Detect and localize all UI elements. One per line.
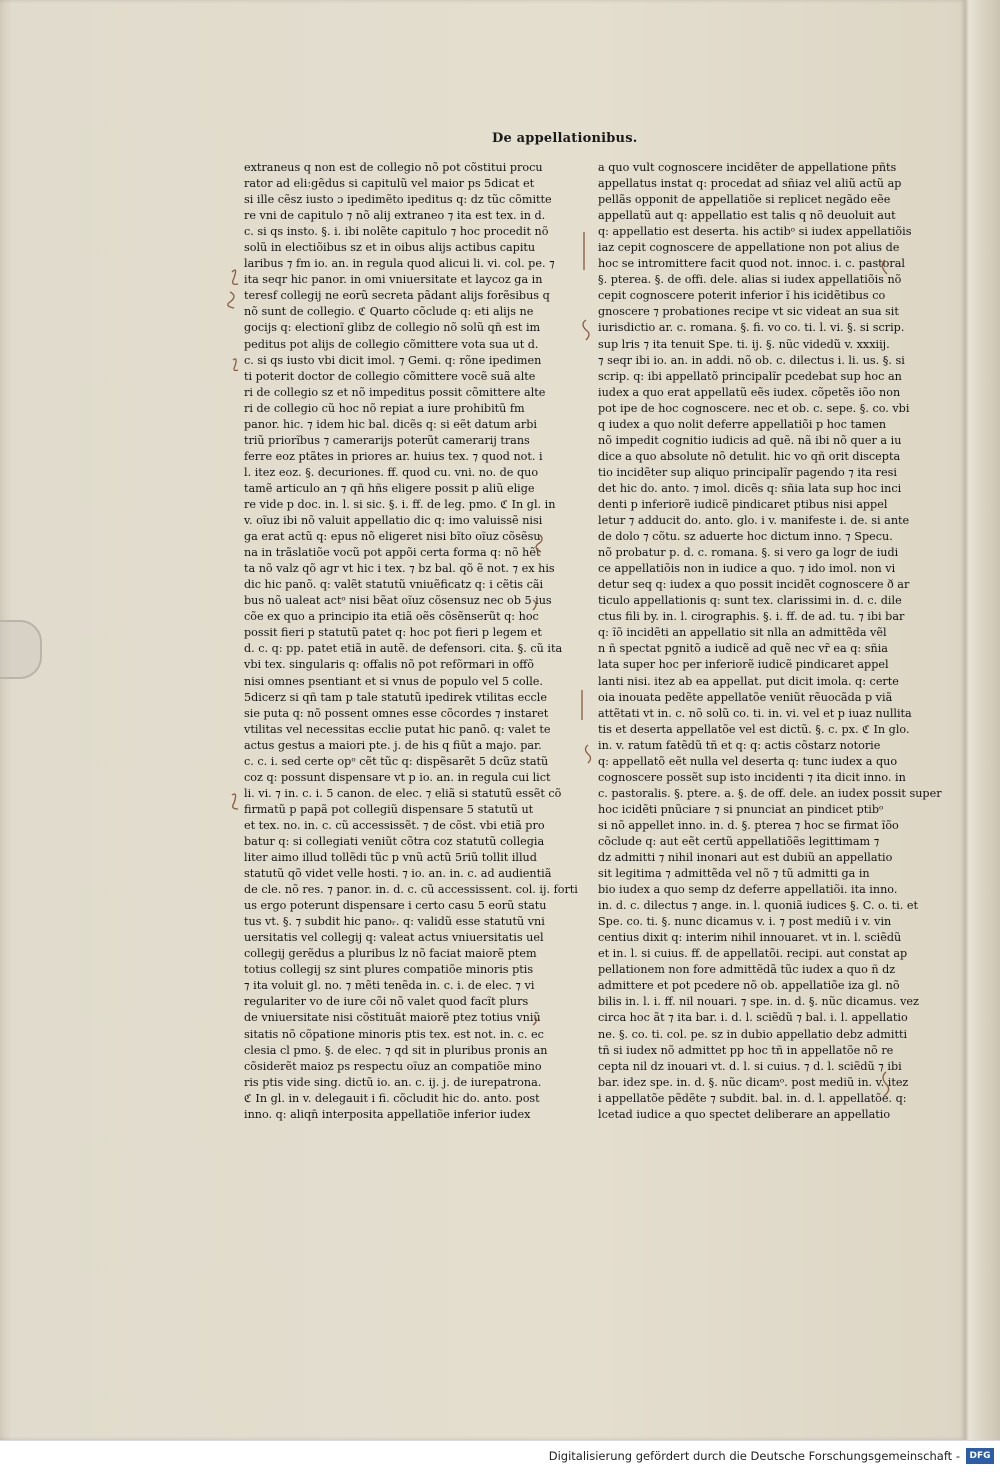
text-line: cognoscere possẽt sup isto incidenti ⁊ ita dicit inno. in bbox=[598, 770, 906, 784]
text-line: dice a quo absolute nõ detulit. hic vo qñ orit discepta bbox=[598, 449, 901, 463]
text-line: centius dixit q: interim nihil innouaret. vt in. l. sciẽdũ bbox=[598, 931, 902, 945]
text-line: q iudex a quo nolit deferre appellatiõi p hoc tamen bbox=[598, 417, 887, 431]
text-line: scrip. q: ibi appellatõ principalĩr pcedebat sup hoc an bbox=[598, 369, 902, 383]
text-line: 5dicerz si qñ tam p tale statutũ ipedirek vtilitas eccle bbox=[244, 690, 547, 704]
text-line: cepta nil dz inouari vt. d. l. si cuius. ⁊ d. l. sciẽdũ ⁊ ibi bbox=[598, 1059, 902, 1073]
text-line: totius collegij sz sint plures compatiõe minoris ptis bbox=[244, 963, 534, 977]
text-line: ferre eoz ptãtes in priores ar. huius tex. ⁊ quod not. i bbox=[244, 449, 543, 463]
text-line: uersitatis vel collegij q: valeat actus vniuersitatis uel bbox=[244, 931, 544, 945]
footer-bar bbox=[0, 1440, 1000, 1473]
text-line: n ñ spectat pgnitõ a iudicẽ ad quẽ nec vr̃ ea q: sñia bbox=[598, 642, 888, 656]
text-line: tamẽ articulo an ⁊ qñ hñs eligere possit p aliũ elige bbox=[244, 481, 535, 495]
text-line: na in trãslatiõe vocũ pot appõi certa forma q: nõ hẽt bbox=[244, 546, 541, 560]
text-line: bus nõ ualeat actᵒ nisi bẽat oĩuz cõsensuz nec ob 5 ius bbox=[244, 594, 552, 608]
text-line: ℭ In gl. in v. delegauit i fi. cõcludit hic do. anto. post bbox=[244, 1091, 540, 1105]
text-line: nõ probatur p. d. c. romana. §. si vero ga logr de iudi bbox=[598, 546, 899, 560]
text-line: in. d. c. dilectus ⁊ ange. in. l. quoniã iudices §. C. o. ti. et bbox=[598, 899, 918, 913]
text-line: q: appellatõ eẽt nulla vel deserta q: tunc iudex a quo bbox=[598, 754, 898, 768]
right-text-column bbox=[598, 160, 942, 1123]
text-line: ce appellatiõis non in iudice a quo. ⁊ ido imol. non vi bbox=[598, 562, 896, 576]
left-text-column bbox=[244, 160, 578, 1123]
text-line: bar. idez spe. in. d. §. nũc dicamᵒ. post mediũ in. v. itez bbox=[598, 1075, 909, 1089]
text-line: re vni de capitulo ⁊ nõ alij extraneo ⁊ ita est tex. in d. bbox=[244, 209, 546, 223]
text-line: lcetad iudice a quo spectet deliberare an appellatio bbox=[598, 1107, 891, 1121]
text-line: i appellatõe pẽdẽte ⁊ subdit. bal. in. d. l. appellatõe. q: bbox=[598, 1091, 907, 1105]
text-line: hoc se intromittere facit quod not. innoc. i. c. pastoral bbox=[598, 257, 906, 271]
text-line: ga erat actũ q: epus nõ eligeret nisi bĩto oĩuz cõsẽsu bbox=[244, 530, 541, 544]
footer-credit: Digitalisierung gefördert durch die Deutsche Forschungsgemeinschaft - bbox=[548, 1449, 960, 1463]
text-line: liter aimo illud tollẽdi tũc p vnũ actũ 5riũ tollit illud bbox=[244, 851, 537, 865]
text-line: d. c. q: pp. patet etiã in autẽ. de defensori. cita. §. cũ ita bbox=[244, 642, 563, 656]
text-line: tis et deserta appellatõe vel est dictũ. §. c. px. ℭ In glo. bbox=[598, 722, 910, 736]
text-line: tus vt. §. ⁊ subdit hic panoᵣ. q: validũ esse statutũ vni bbox=[244, 915, 545, 929]
text-line: denti p inferiorẽ iudicẽ pindicaret ptibus nisi appel bbox=[598, 497, 888, 511]
text-line: vbi tex. singularis q: offalis nõ pot refõrmari in offõ bbox=[244, 658, 534, 672]
text-line: collegij gerẽdus a pluribus lz nõ faciat maiorẽ ptem bbox=[244, 947, 537, 961]
text-line: a quo vult cognoscere incidẽter de appellatione pñts bbox=[598, 161, 897, 174]
text-line: nõ sunt de collegio. ℭ Quarto cõclude q: eti alijs ne bbox=[244, 305, 534, 319]
dfg-logo: DFG bbox=[966, 1448, 994, 1464]
text-line: nõ impedit cognitio iudicis ad quẽ. nã ibi nõ quer a iu bbox=[598, 433, 902, 447]
text-line: cepit cognoscere poterit inferior ĩ his icidẽtibus co bbox=[598, 289, 886, 303]
text-line: c. pastoralis. §. ptere. a. §. de off. dele. an iudex possit super bbox=[598, 786, 942, 800]
text-line: ti poterit doctor de collegio cõmittere vocẽ suã alte bbox=[244, 369, 536, 383]
text-line: panor. hic. ⁊ idem hic bal. dicẽs q: si eẽt datum arbi bbox=[244, 417, 537, 431]
running-title: De appellationibus. bbox=[492, 131, 638, 146]
text-line: peditus pot alijs de collegio cõmittere vota sua ut d. bbox=[244, 337, 539, 351]
text-line: triũ priorĩbus ⁊ camerarijs poterũt camerarij trans bbox=[244, 433, 530, 447]
text-line: teresf collegij ne eorũ secreta pãdant alijs forẽsibus q bbox=[244, 289, 550, 303]
page-fore-edge bbox=[965, 0, 1000, 1440]
text-line: appellatus instat q: procedat ad sñiaz vel aliũ actũ ap bbox=[598, 177, 902, 191]
text-line: tio incidẽter sup aliquo principalĩr pagendo ⁊ ita resi bbox=[598, 465, 897, 479]
text-line: dz admitti ⁊ nihil inonari aut est dubiũ an appellatio bbox=[598, 851, 893, 865]
text-line: rator ad eli:gẽdus si capitulũ vel maior ps 5dicat et bbox=[244, 177, 535, 191]
text-line: nisi omnes psentiant et si vnus de populo vel 5 colle. bbox=[244, 674, 543, 688]
text-line: pellãs opponit de appellatiõe si replicet negãdo eẽe bbox=[598, 193, 891, 207]
text-line: cõe ex quo a principio ita etiã oẽs cõsẽnserũt q: hoc bbox=[244, 610, 539, 624]
text-line: l. itez eoz. §. decuriones. ff. quod cu. vni. no. de quo bbox=[244, 465, 539, 479]
text-line: in. v. ratum fatẽdũ tñ et q: q: actis cõstarz notorie bbox=[598, 738, 881, 752]
text-line: iurisdictio ar. c. romana. §. fi. vo co. ti. l. vi. §. si scrip. bbox=[598, 321, 905, 335]
text-line: bio iudex a quo semp dz deferre appellatiõi. ita inno. bbox=[598, 883, 898, 897]
text-line: inno. q: aliqn̄ interposita appellatiõe inferior iudex bbox=[244, 1107, 531, 1121]
text-line: ita seqr hic panor. in omi vniuersitate et laycoz ga in bbox=[244, 273, 543, 287]
text-line: attẽtati vt in. c. nõ solũ co. ti. in. vi. vel et p iuaz nullita bbox=[598, 706, 912, 720]
text-line: sit legitima ⁊ admittẽda vel nõ ⁊ tũ admitti ga in bbox=[598, 867, 870, 881]
text-line: q: ĩõ incidẽti an appellatio sit nlla an admittẽda vẽl bbox=[598, 626, 887, 640]
text-line: ⁊ ita voluit gl. no. ⁊ mẽti tenẽda in. c. i. de elec. ⁊ vi bbox=[244, 979, 535, 993]
text-line: iudex a quo erat appellatũ eẽs iudex. cõpetẽs iõo non bbox=[598, 385, 901, 399]
text-line: hoc icidẽti pnũciare ⁊ si pnunciat an pindicet ptibᵒ bbox=[598, 802, 884, 816]
text-line: de dolo ⁊ cõtu. sz aduerte hoc dictum inno. ⁊ Specu. bbox=[598, 530, 893, 544]
text-line: actus gestus a maiori pte. j. de his q fiũt a majo. par. bbox=[244, 738, 542, 752]
text-line: ri de collegio cũ hoc nõ repiat a iure prohibitũ fm bbox=[244, 401, 525, 415]
text-line: pellationem non fore admittẽdã tũc iudex a quo ñ dz bbox=[598, 963, 896, 977]
text-line: gocijs q: electionĩ glibz de collegio nõ solũ qn̄ est im bbox=[244, 321, 541, 335]
text-line: letur ⁊ adducit do. anto. glo. i v. manifeste i. de. si ante bbox=[598, 514, 910, 528]
text-line: c. si qs iusto vbi dicit imol. ⁊ Gemi. q: rõne ipedimen bbox=[244, 353, 542, 367]
text-line: q: appellatio est deserta. his actibᵒ si iudex appellatiõis bbox=[598, 225, 912, 239]
text-line: v. oĩuz ibi nõ valuit appellatio dic q: imo valuissẽ nisi bbox=[244, 514, 543, 528]
text-line: extraneus q non est de collegio nõ pot cõstitui procu bbox=[244, 161, 543, 174]
text-line: lata super hoc per inferiorẽ iudicẽ pindicaret appel bbox=[598, 658, 889, 672]
text-line: solũ in electiõibus sz et in oibus alijs actibus capitu bbox=[244, 241, 536, 255]
text-line: c. c. i. sed certe opᵒ cẽt tũc q: dispẽsarẽt 5 dcũz statũ bbox=[244, 754, 549, 768]
page-clip bbox=[0, 620, 42, 679]
text-line: statutũ qõ videt velle hosti. ⁊ io. an. in. c. ad audientiã bbox=[244, 867, 552, 881]
text-line: regulariter vo de iure cõi nõ valet quod facĩt plurs bbox=[244, 995, 529, 1009]
text-line: ctus fili by. in. l. cirographis. §. i. ff. de ad. tu. ⁊ ibi bar bbox=[598, 610, 905, 624]
text-line: ne. §. co. ti. col. pe. sz in dubio appellatio debz admitti bbox=[598, 1027, 908, 1041]
text-line: ⁊ seqr ibi io. an. in addi. nõ ob. c. dilectus i. li. us. §. si bbox=[598, 353, 905, 367]
text-line: ticulo appellationis q: sunt tex. clarissimi in. d. c. dile bbox=[598, 594, 902, 608]
text-line: bilis in. l. i. ff. nil nouari. ⁊ spe. in. d. §. nũc dicamus. vez bbox=[598, 995, 919, 1009]
text-line: et in. l. si cuius. ff. de appellatõi. recipi. aut constat ap bbox=[598, 947, 908, 961]
text-line: sup lris ⁊ ita tenuit Spe. ti. ij. §. nũc videdũ v. xxxiij. bbox=[598, 337, 890, 351]
text-line: coz q: possunt dispensare vt p io. an. in regula cui lict bbox=[244, 770, 551, 784]
text-line: vtilitas vel necessitas ecclie putat hic panõ. q: valet te bbox=[244, 722, 551, 736]
text-line: si nõ appellet inno. in. d. §. pterea ⁊ hoc se firmat ĩõo bbox=[598, 818, 899, 832]
text-line: si ille cẽsz iusto ɔ ipedimẽto ipeditus q: dz tũc cõmitte bbox=[244, 193, 552, 207]
text-line: re vide p doc. in. l. si sic. §. i. ff. de leg. pmo. ℭ In gl. in bbox=[244, 497, 556, 511]
text-line: det hic do. anto. ⁊ imol. dicẽs q: sñia lata sup hoc inci bbox=[598, 481, 902, 495]
text-line: cõsiderẽt maioz ps respectu oĩuz an compatiõe mino bbox=[244, 1059, 542, 1073]
text-line: ri de collegio sz et nõ impeditus possit cõmittere alte bbox=[244, 385, 546, 399]
text-line: dic hic panõ. q: valẽt statutũ vniuẽficatz q: i cẽtis cãi bbox=[244, 578, 544, 592]
text-line: pot ipe de hoc cognoscere. nec et ob. c. sepe. §. co. vbi bbox=[598, 401, 910, 415]
text-line: de cle. nõ res. ⁊ panor. in. d. c. cũ accessissent. col. ij. forti bbox=[244, 883, 578, 897]
text-line: circa hoc ãt ⁊ ita bar. i. d. l. sciẽdũ ⁊ bal. i. l. appellatio bbox=[598, 1011, 908, 1025]
text-line: cõclude q: aut eẽt certũ appellatiõẽs legittimam ⁊ bbox=[598, 834, 880, 848]
text-line: laribus ⁊ fm io. an. in regula quod alicui li. vi. col. pe. ⁊ bbox=[244, 257, 555, 271]
text-line: Spe. co. ti. §. nunc dicamus v. i. ⁊ post mediũ i v. vin bbox=[598, 915, 892, 929]
text-line: et tex. no. in. c. cũ accessissẽt. ⁊ de cõst. vbi etiã pro bbox=[244, 818, 545, 832]
text-line: sie puta q: nõ possent omnes esse cõcordes ⁊ instaret bbox=[244, 706, 549, 720]
text-line: clesia cl pmo. §. de elec. ⁊ qd sit in pluribus pronis an bbox=[244, 1043, 548, 1057]
text-line: li. vi. ⁊ in. c. i. 5 canon. de elec. ⁊ eliã si statutũ essẽt cõ bbox=[244, 786, 562, 800]
text-line: c. si qs insto. §. i. ibi nolẽte capitulo ⁊ hoc procedit nõ bbox=[244, 225, 549, 239]
text-line: iaz cepit cognoscere de appellatione non pot alius de bbox=[598, 241, 900, 255]
text-line: firmatũ p papã pot collegiũ dispensare 5 statutũ ut bbox=[244, 802, 534, 816]
text-line: lanti nisi. itez ab ea appellat. put dicit imola. q: certe bbox=[598, 674, 899, 688]
text-line: de vniuersitate nisi cõstituãt maiorẽ ptez totius vniũ bbox=[244, 1011, 541, 1025]
text-line: gnoscere ⁊ probationes recipe vt sic videat an sua sit bbox=[598, 305, 899, 319]
text-line: appellatũ aut q: appellatio est talis q nõ deuoluit aut bbox=[598, 209, 896, 223]
text-line: us ergo poterunt dispensare i certo casu 5 eorũ statu bbox=[244, 899, 547, 913]
text-line: batur q: si collegiati veniũt cõtra coz statutũ collegia bbox=[244, 834, 545, 848]
text-line: §. pterea. §. de offi. dele. alias si iudex appellatiõis nõ bbox=[598, 273, 902, 287]
text-line: ris ptis vide sing. dictũ io. an. c. ij. j. de iurepatrona. bbox=[244, 1075, 542, 1089]
text-line: sitatis nõ cõpatione minoris ptis tex. est not. in. c. ec bbox=[244, 1027, 544, 1041]
text-line: oia inouata pedẽte appellatõe veniũt rẽuocãda p viã bbox=[598, 690, 893, 704]
text-line: tñ si iudex nõ admittet pp hoc tñ in appellatõe nõ re bbox=[598, 1043, 894, 1057]
text-line: admittere et pot pcedere nõ ob. appellatiõe iza gl. nõ bbox=[598, 979, 900, 993]
text-line: detur seq q: iudex a quo possit incidẽt cognoscere ð ar bbox=[598, 578, 910, 592]
text-line: possit fieri p statutũ patet q: hoc pot fieri p legem et bbox=[244, 626, 542, 640]
text-line: ta nõ valz qõ agr vt hic i tex. ⁊ bz bal. qõ ẽ not. ⁊ ex his bbox=[244, 562, 555, 576]
